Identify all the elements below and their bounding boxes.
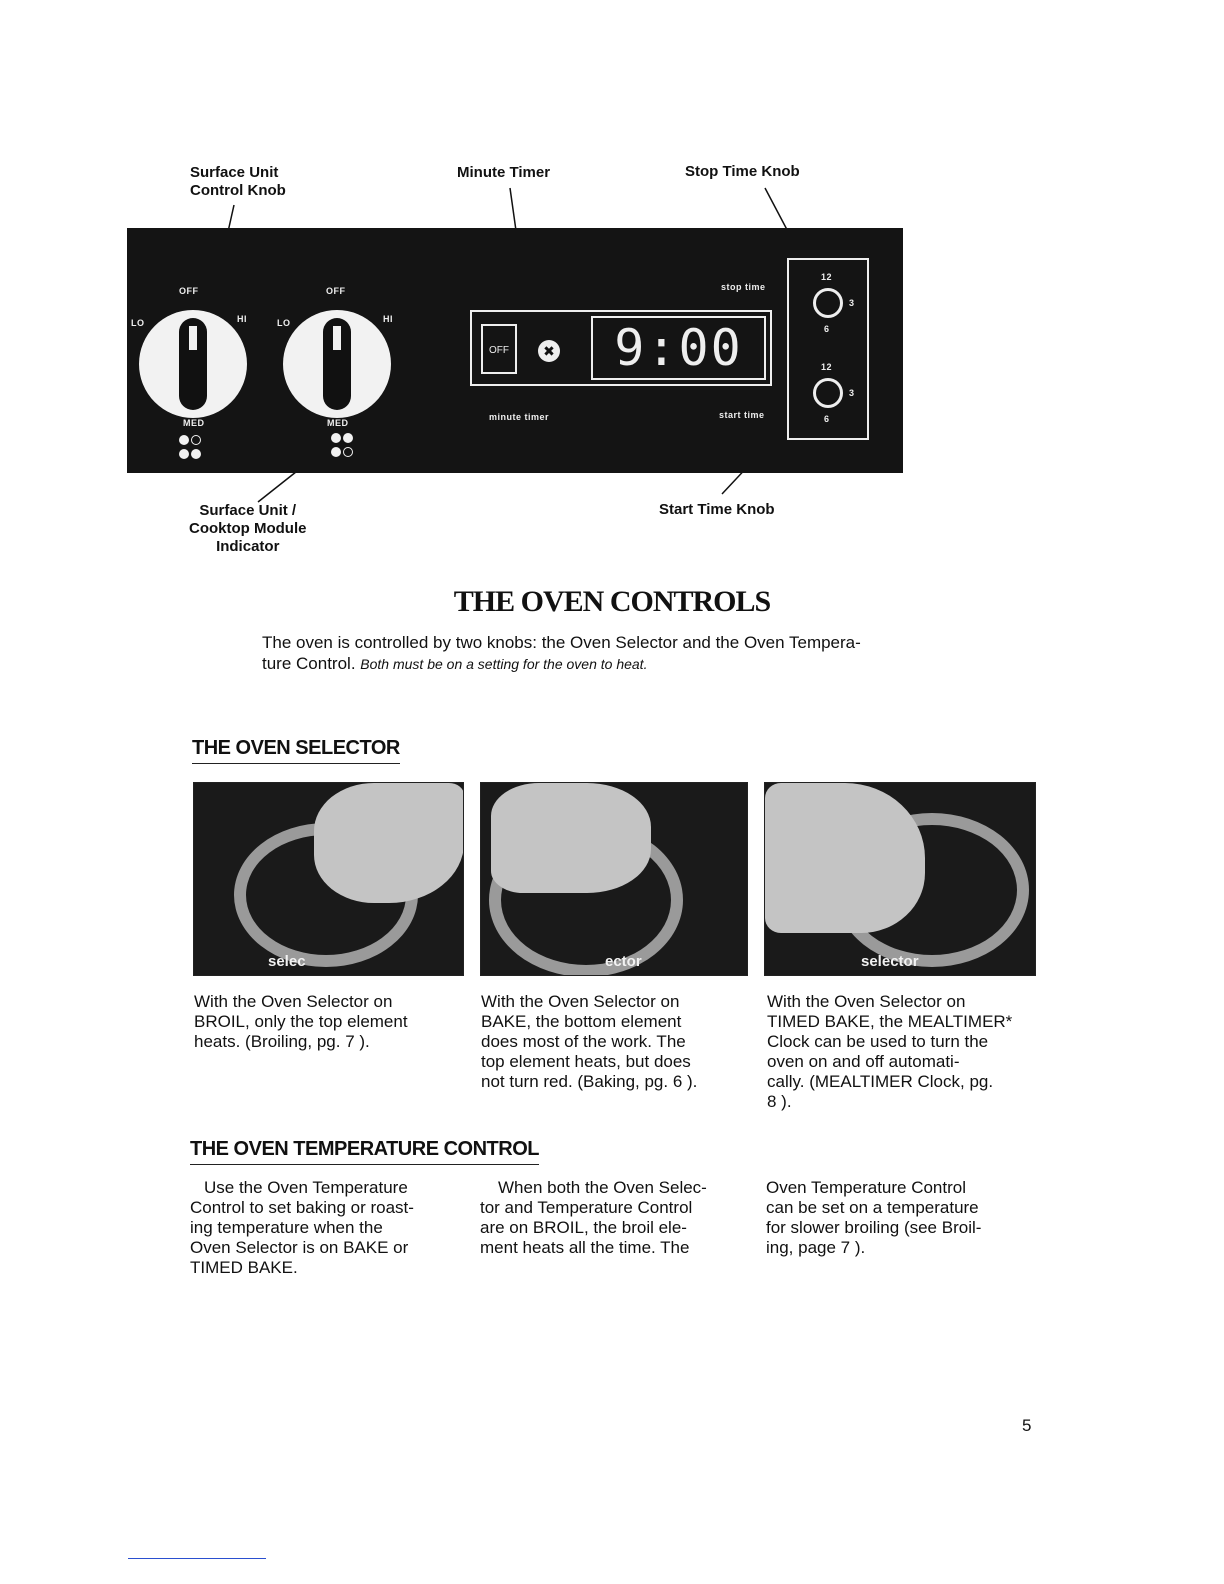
surface-unit-knob-2[interactable] [283, 310, 391, 418]
text-line: Use the Oven Temperature [204, 1178, 408, 1197]
text-line: Oven Temperature Control [766, 1178, 967, 1197]
indicator-dot [331, 447, 341, 457]
time-knob-frame [787, 258, 869, 440]
start-dial-12: 12 [821, 362, 833, 372]
hand-photo [314, 783, 464, 903]
text-line: top element heats, but does [481, 1052, 691, 1071]
stop-time-knob[interactable] [813, 288, 843, 318]
heading-text: THE OVEN TEMPERATURE CONTROL [190, 1138, 539, 1160]
text-line: can be set on a temperature [766, 1198, 979, 1217]
text-line: Oven Selector is on BAKE or [190, 1238, 409, 1257]
intro-paragraph [262, 632, 962, 675]
start-time-knob-callout: Start Time Knob [659, 501, 775, 518]
text-line: Clock can be used to turn the [767, 1032, 989, 1051]
knob1-off-label: OFF [179, 286, 199, 296]
text-line: TIMED BAKE. [190, 1258, 298, 1277]
text-line: heats. (Broiling, pg. 7 ). [194, 1032, 370, 1051]
knob1-lo-label: LO [131, 318, 145, 328]
surface-unit-knob-1[interactable] [139, 310, 247, 418]
knob2-hi-label: HI [383, 314, 393, 324]
stop-dial-6: 6 [824, 324, 830, 334]
hand-photo [765, 783, 925, 933]
indicator-dot [343, 447, 353, 457]
oven-selector-heading [192, 737, 400, 760]
text-line: When both the Oven Selec- [498, 1178, 707, 1197]
page-number: 5 [1022, 1416, 1032, 1435]
broil-description [194, 992, 449, 1052]
photo-caption: ector [605, 953, 642, 970]
temperature-column-3 [766, 1178, 1021, 1258]
callout-line: Surface Unit [190, 164, 279, 181]
temperature-column-2 [480, 1178, 735, 1258]
text-line: not turn red. (Baking, pg. 6 ). [481, 1072, 698, 1091]
control-panel [127, 228, 903, 473]
bake-description [481, 992, 736, 1092]
clock-icon: ✖ [538, 340, 560, 362]
knob2-lo-label: LO [277, 318, 291, 328]
text-line: cally. (MEALTIMER Clock, pg. [767, 1072, 994, 1091]
stop-time-label: stop time [721, 282, 766, 292]
clock-time: 9:00 [614, 319, 743, 377]
indicator-dot [331, 433, 341, 443]
text-line: With the Oven Selector on [194, 992, 393, 1011]
knob-indicator [189, 326, 197, 350]
footer-rule [128, 1558, 266, 1559]
text-line: for slower broiling (see Broil- [766, 1218, 982, 1237]
clock-digital-display [591, 316, 766, 380]
minute-timer-dial[interactable] [481, 324, 517, 374]
stop-dial-3: 3 [849, 298, 855, 308]
heading-underline [190, 1164, 539, 1166]
stop-time-knob-callout: Stop Time Knob [685, 163, 800, 180]
callout-line: Cooktop Module [189, 520, 307, 537]
text-line: With the Oven Selector on [767, 992, 966, 1011]
start-time-knob[interactable] [813, 378, 843, 408]
callout-line: Control Knob [190, 182, 286, 199]
intro-line-2 [262, 653, 962, 675]
oven-temperature-heading [190, 1138, 539, 1161]
page-title: THE OVEN CONTROLS [453, 585, 771, 618]
text-line: BROIL, only the top element [194, 1012, 408, 1031]
photo-caption: selec [268, 953, 306, 970]
knob1-hi-label: HI [237, 314, 247, 324]
text-line: Control to set baking or roast- [190, 1198, 414, 1217]
timed-bake-photo [764, 782, 1036, 976]
indicator-dot [179, 435, 189, 445]
text-line: ing temperature when the [190, 1218, 383, 1237]
intro-line-1: The oven is controlled by two knobs: the Oven Selector and the Oven Tempera- [262, 633, 861, 652]
callout-line: Indicator [216, 538, 280, 555]
minute-timer-label: minute timer [489, 412, 550, 422]
photo-caption: selector [861, 953, 919, 970]
text-line: 8 ). [767, 1092, 792, 1111]
indicator-dot [343, 433, 353, 443]
text-line: tor and Temperature Control [480, 1198, 693, 1217]
timed-bake-description [767, 992, 1022, 1112]
text-line: BAKE, the bottom element [481, 1012, 682, 1031]
temperature-column-1 [190, 1178, 445, 1278]
indicator-dot [179, 449, 189, 459]
knob2-off-label: OFF [326, 286, 346, 296]
intro-emphasis: Both must be on a setting for the oven to heat. [360, 656, 648, 672]
heading-underline [192, 763, 400, 765]
knob-indicator [333, 326, 341, 350]
callout-line: Surface Unit / [199, 502, 297, 519]
indicator-dot [191, 449, 201, 459]
knob2-med-label: MED [327, 418, 349, 428]
indicator-dot [191, 435, 201, 445]
minute-timer-callout: Minute Timer [457, 164, 551, 181]
broil-photo [193, 782, 464, 976]
text-line: ment heats all the time. The [480, 1238, 690, 1257]
timer-off-label: OFF [489, 345, 509, 356]
stop-dial-12: 12 [821, 272, 833, 282]
heading-text: THE OVEN SELECTOR [192, 737, 400, 759]
start-dial-3: 3 [849, 388, 855, 398]
text-line: With the Oven Selector on [481, 992, 680, 1011]
start-time-label: start time [719, 410, 765, 420]
knob1-med-label: MED [183, 418, 205, 428]
text-line: are on BROIL, the broil ele- [480, 1218, 687, 1237]
start-dial-6: 6 [824, 414, 830, 424]
text-line: oven on and off automati- [767, 1052, 960, 1071]
hand-photo [491, 783, 651, 893]
bake-photo [480, 782, 748, 976]
text-line: ing, page 7 ). [766, 1238, 866, 1257]
intro-text: ture Control. [262, 654, 356, 673]
text-line: does most of the work. The [481, 1032, 686, 1051]
text-line: TIMED BAKE, the MEALTIMER* [767, 1012, 1013, 1031]
